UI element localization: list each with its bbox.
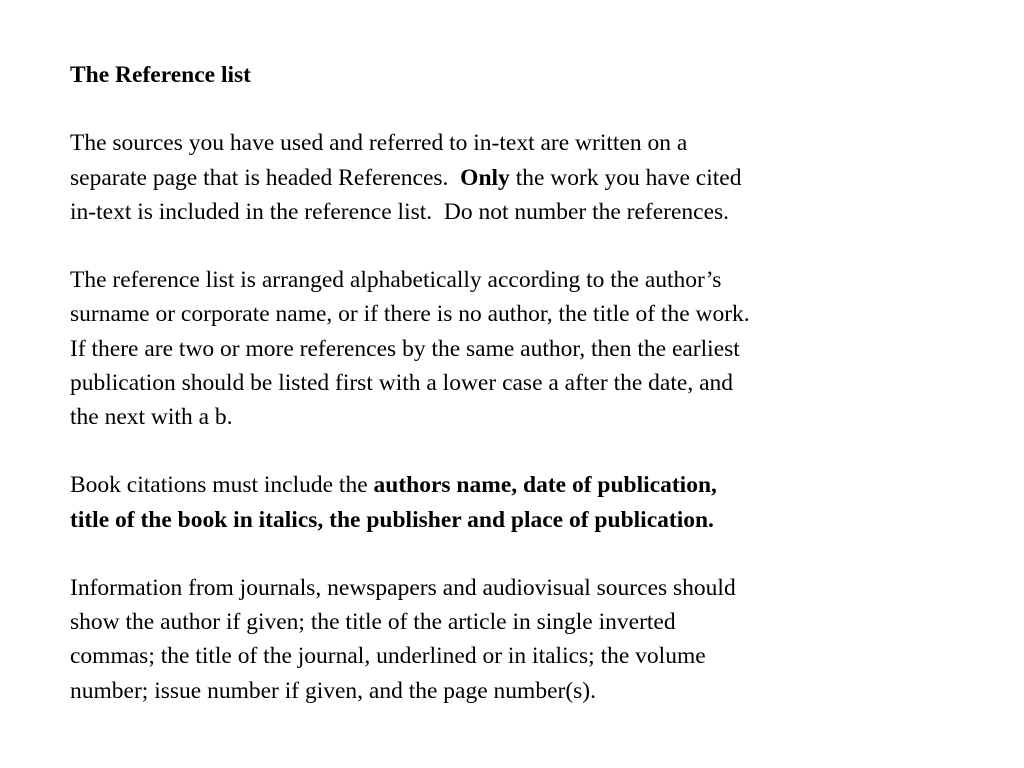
paragraph-line: publication should be listed first with a lower case a after the date, and bbox=[70, 369, 734, 396]
spacer bbox=[70, 434, 950, 468]
paragraph-line: surname or corporate name, or if there is no author, the title of the work. bbox=[70, 301, 750, 328]
paragraph-line: The reference list is arranged alphabetically according to the author’s bbox=[70, 267, 722, 294]
paragraph-book-citations bbox=[70, 468, 950, 536]
text-run: the work you have cited bbox=[509, 164, 742, 191]
paragraph-line: commas; the title of the journal, underlined or in italics; the volume bbox=[70, 643, 706, 670]
paragraph-line: the next with a b. bbox=[70, 404, 233, 430]
paragraph-line: number; issue number if given, and the page number(s). bbox=[70, 677, 596, 704]
paragraph-ordering bbox=[70, 263, 950, 434]
paragraph-references-page bbox=[70, 126, 950, 229]
emphasis-required-fields: authors name, date of publication, bbox=[373, 472, 717, 499]
paragraph-line bbox=[70, 161, 950, 195]
emphasis-only: Only bbox=[460, 164, 510, 191]
paragraph-line: Information from journals, newspapers and audiovisual sources should bbox=[70, 574, 736, 601]
page-title: The Reference list bbox=[70, 62, 251, 88]
slide-content bbox=[70, 58, 950, 708]
spacer bbox=[70, 229, 950, 263]
text-run: Book citations must include the bbox=[70, 472, 374, 499]
paragraph-line bbox=[70, 468, 950, 502]
paragraph-line: in-text is included in the reference list. Do not number the references. bbox=[70, 198, 730, 225]
emphasis-required-fields: title of the book in italics, the publisher and place of publication. bbox=[70, 506, 714, 533]
paragraph-journal-sources bbox=[70, 571, 950, 708]
text-run: separate page that is headed References. bbox=[70, 164, 461, 191]
spacer bbox=[70, 92, 950, 126]
paragraph-line: If there are two or more references by the same author, then the earliest bbox=[70, 335, 740, 362]
paragraph-line: show the author if given; the title of the article in single inverted bbox=[70, 609, 676, 636]
spacer bbox=[70, 537, 950, 571]
paragraph-line: The sources you have used and referred to in-text are written on a bbox=[70, 130, 688, 157]
